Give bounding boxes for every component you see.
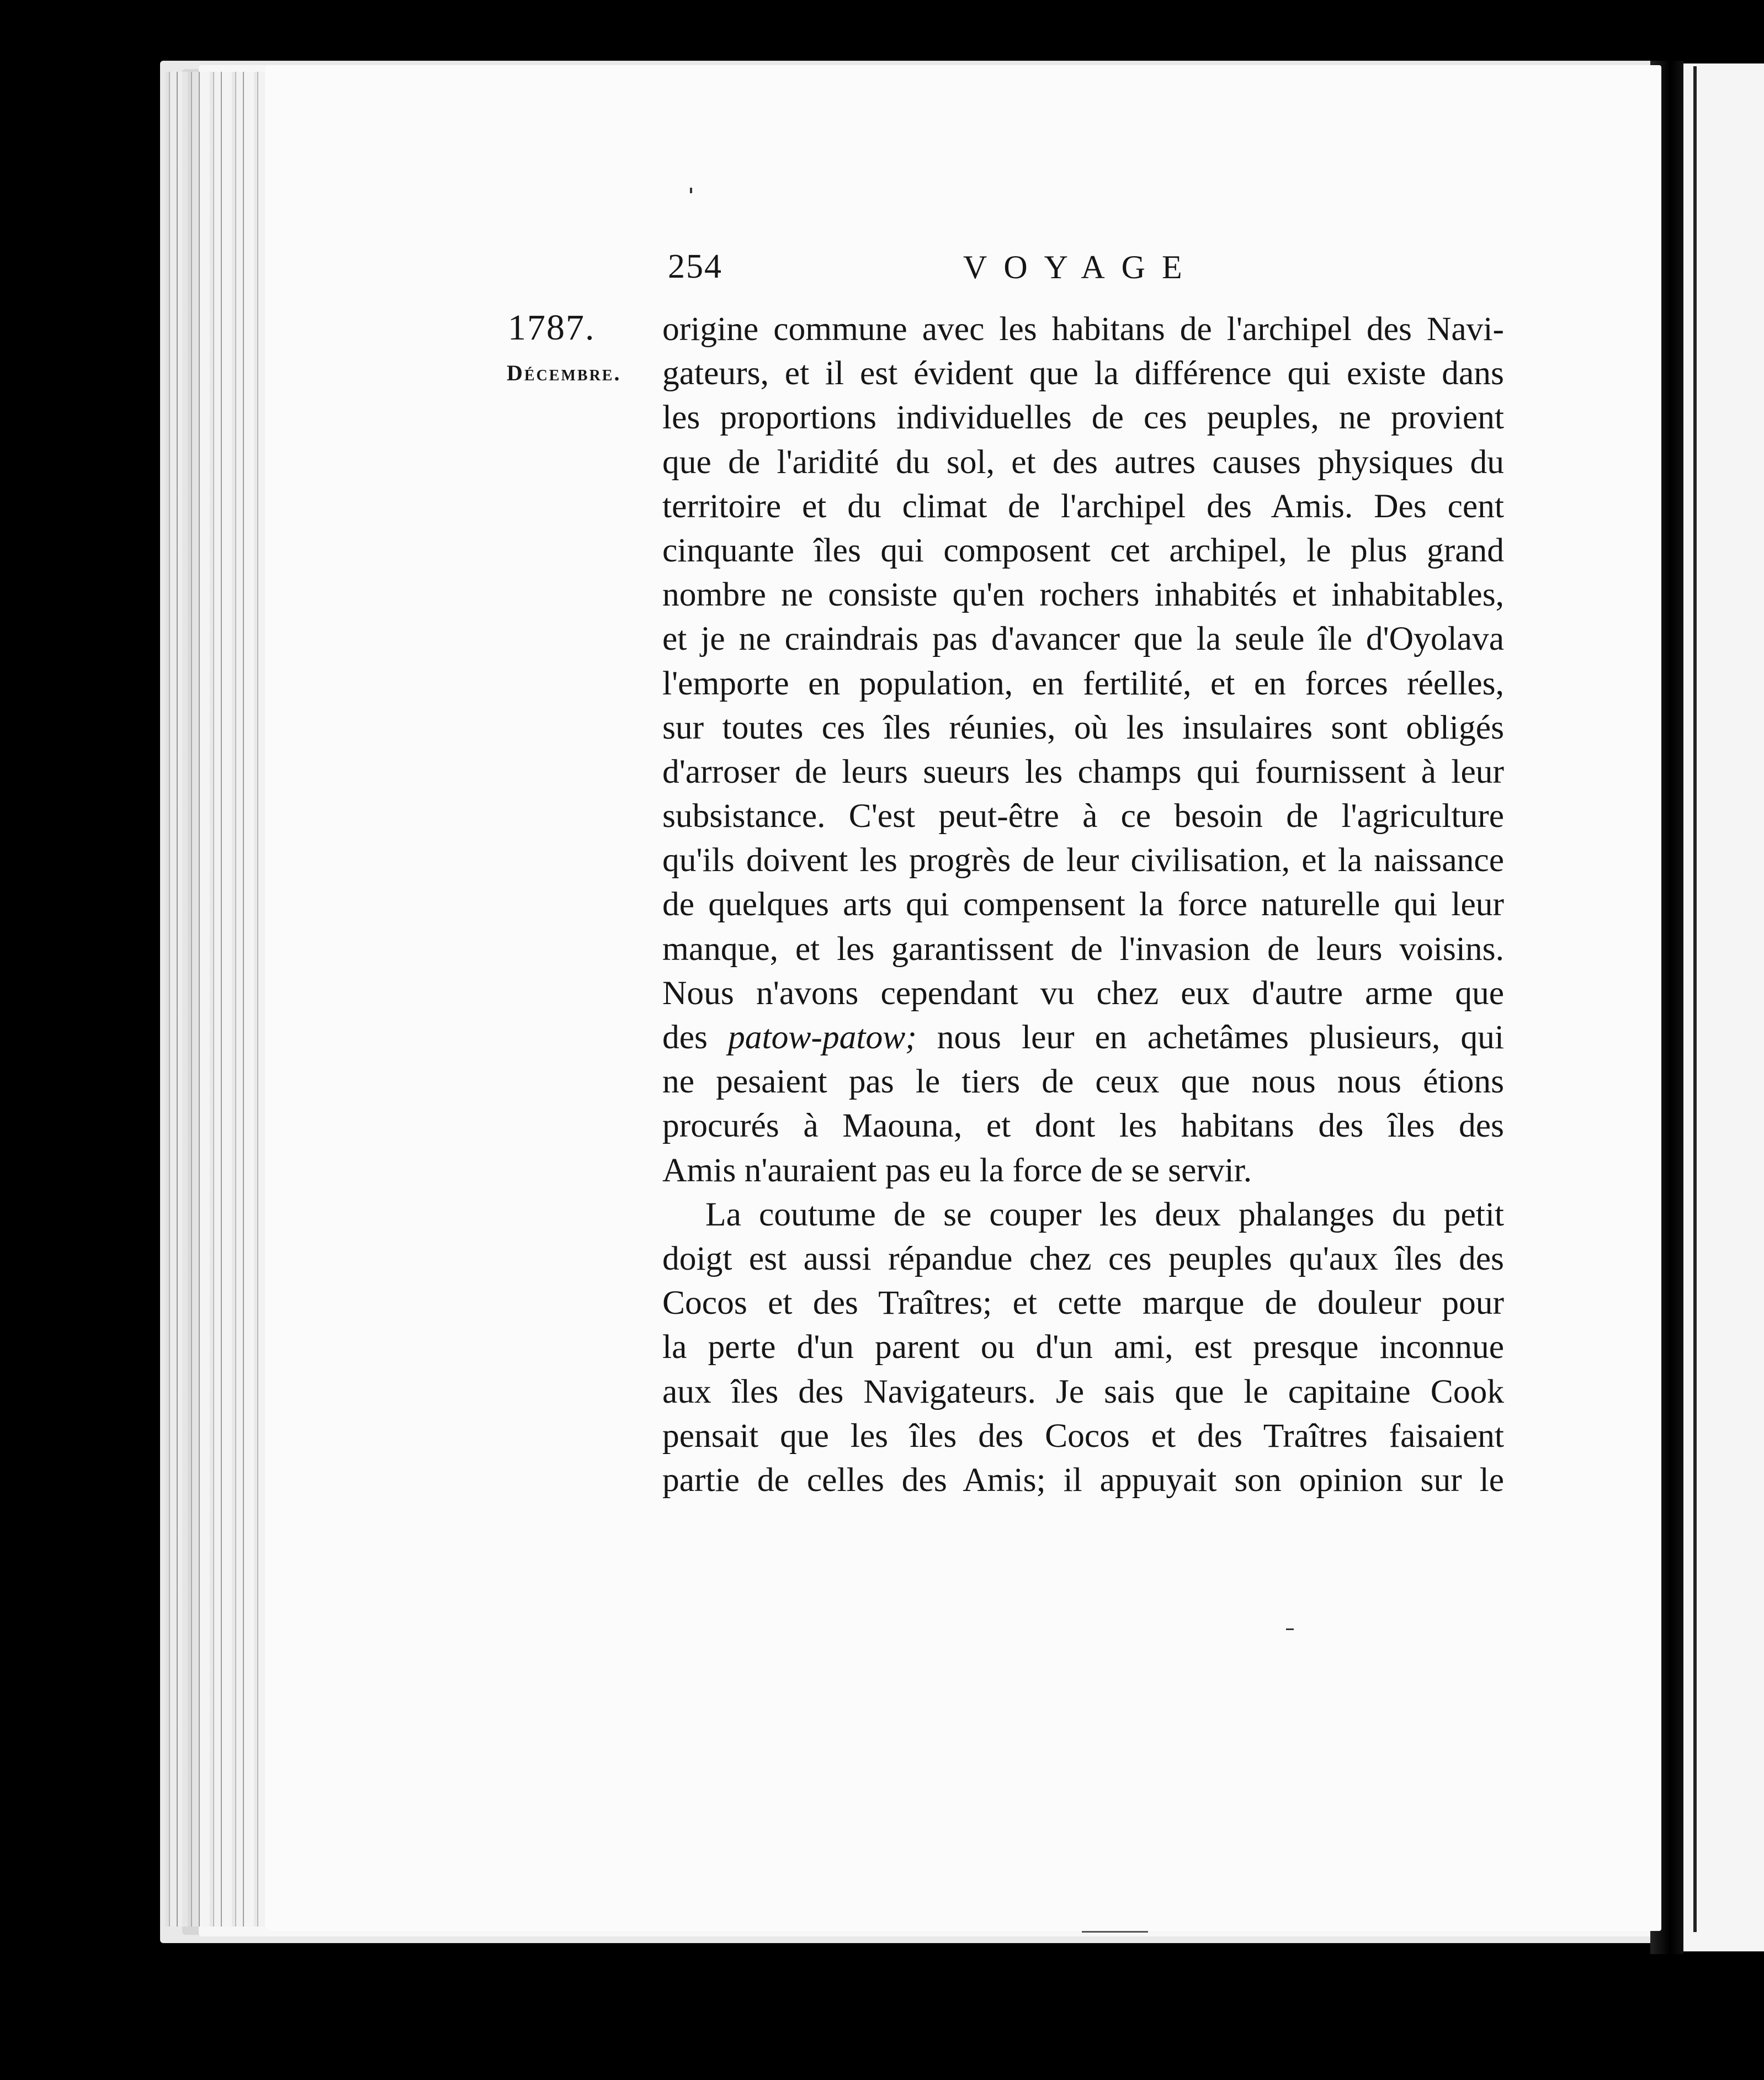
text-line: pensait que les îles des Cocos et des Traîtres faisaient <box>662 1416 1504 1455</box>
text-line: l'emporte en population, en fertilité, et en forces réelles, <box>662 664 1504 702</box>
margin-year: 1787. <box>508 307 596 348</box>
text-line: ne pesaient pas le tiers de ceux que nous nous étions <box>662 1063 1504 1101</box>
text-line: gateurs, et il est évident que la différence qui existe dans <box>662 354 1504 392</box>
page-number: 254 <box>668 248 722 285</box>
margin-month: Décembre. <box>507 360 621 385</box>
text-line: La coutume de se couper les deux phalanges du petit <box>705 1195 1504 1233</box>
text-line: partie de celles des Amis; il appuyait son opinion sur le <box>662 1461 1504 1499</box>
text-line: subsistance. C'est peut-être à ce besoin de l'agriculture <box>662 797 1504 835</box>
text-line: que de l'aridité du sol, et des autres causes physiques du <box>662 443 1504 481</box>
text-line: les proportions individuelles de ces peuples, ne provient <box>662 399 1504 437</box>
italic-term: patow-patow; <box>728 1018 917 1056</box>
text-line: territoire et du climat de l'archipel des Amis. Des cent <box>662 487 1504 525</box>
text-line: de quelques arts qui compensent la force naturelle qui leur <box>662 885 1504 924</box>
text-line <box>662 1015 1504 1059</box>
ink-speck <box>690 188 692 193</box>
text-line: d'arroser de leurs sueurs les champs qui fournissent à leur <box>662 752 1504 790</box>
text-line: Amis n'auraient pas eu la force de se servir. <box>662 1151 1252 1189</box>
facing-page-shadow <box>1693 66 1697 1932</box>
text-line: Cocos et des Traîtres; et cette marque de douleur pour <box>662 1284 1504 1322</box>
text-run: des <box>662 1018 729 1056</box>
text-run: nous leur en achetâmes plusieurs, qui <box>916 1018 1505 1056</box>
text-line: origine commune avec les habitans de l'archipel des Navi- <box>662 310 1504 348</box>
text-line: qu'ils doivent les progrès de leur civilisation, et la naissance <box>662 841 1504 879</box>
text-line: et je ne craindrais pas d'avancer que la seule île d'Oyolava <box>662 620 1504 658</box>
text-line: doigt est aussi répandue chez ces peuples qu'aux îles des <box>662 1239 1504 1277</box>
text-line: manque, et les garantissent de l'invasion de leurs voisins. <box>662 930 1504 968</box>
running-title: VOYAGE <box>963 249 1199 285</box>
text-line: la perte d'un parent ou d'un ami, est presque inconnue <box>662 1328 1504 1366</box>
text-line: cinquante îles qui composent cet archipel, le plus grand <box>662 531 1504 569</box>
body-text <box>662 307 1504 1502</box>
text-line: Nous n'avons cependant vu chez eux d'autre arme que <box>662 974 1504 1012</box>
text-line: procurés à Maouna, et dont les habitans des îles des <box>662 1107 1504 1145</box>
text-line: aux îles des Navigateurs. Je sais que le capitaine Cook <box>662 1372 1504 1410</box>
text-line: nombre ne consiste qu'en rochers inhabités et inhabitables, <box>662 576 1504 614</box>
page-stack-edge-lines <box>166 72 265 1927</box>
ink-speck <box>1082 1931 1148 1933</box>
text-line: sur toutes ces îles réunies, où les insulaires sont obligés <box>662 708 1504 746</box>
ink-speck <box>1286 1628 1294 1630</box>
